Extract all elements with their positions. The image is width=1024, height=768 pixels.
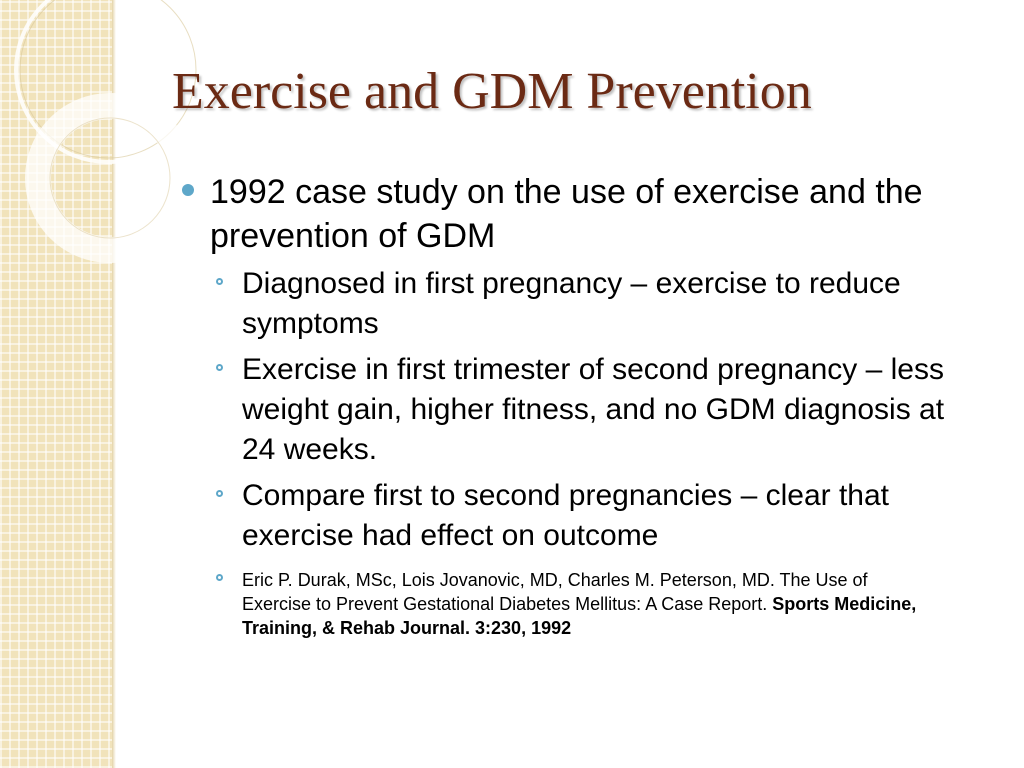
main-bullet-item [182,170,982,258]
ring-bullet-icon [216,574,223,581]
ring-bullet-icon [216,364,223,371]
sub-bullet-text: Compare first to second pregnancies – clear that exercise had effect on outcome [242,479,890,552]
sub-bullet-item [216,476,982,556]
reference-text: Eric P. Durak, MSc, Lois Jovanovic, MD, Charles M. Peterson, MD. The Use of Exercise to Prevent Gestational Diabetes Mellitus: A Case Report. [242,570,868,614]
sub-bullet-text: Diagnosed in first pregnancy – exercise to reduce symptoms [242,267,901,340]
filled-bullet-icon [182,184,194,196]
slide-title: Exercise and GDM Prevention [172,63,812,120]
main-bullet-text: 1992 case study on the use of exercise and the prevention of GDM [210,173,923,255]
reference-journal: Sports Medicine, Training, & Rehab Journal. 3:230, 1992 [242,594,917,638]
sub-bullet-text: Exercise in first trimester of second pregnancy – less weight gain, higher fitness, and no GDM diagnosis at 24 weeks. [242,353,945,466]
ring-bullet-icon [216,490,223,497]
slide-content [182,170,982,640]
ring-bullet-icon [216,278,223,285]
sub-bullet-item [216,350,982,470]
decorative-circles-graphic [0,0,200,300]
reference-item [216,568,932,640]
sub-bullet-item [216,264,982,344]
